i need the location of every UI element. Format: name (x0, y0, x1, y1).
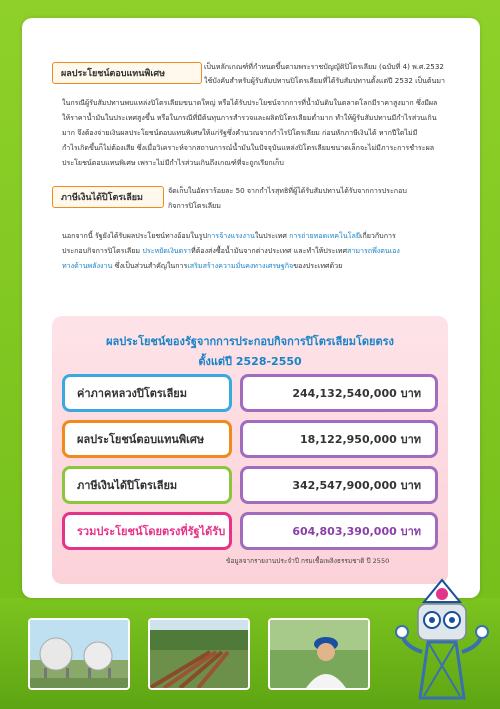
tax-line-1: จัดเก็บในอัตราร้อยละ 50 จากกำไรสุทธิที่ผู้ได้รับสัมปทานได้รับจากการประกอบ (168, 186, 407, 195)
intro-line-1: เป็นหลักเกณฑ์ที่กำหนดขึ้นตามพระราชบัญญัติปิโตรเลียม (ฉบับที่ 4) พ.ศ.2532 (204, 62, 444, 71)
intro-line-4: ให้ราคาน้ำมันในประเทศสูงขึ้น หรือในกรณีที่มีต้นทุนการสำรวจและผลิตปิโตรเลียมต่ำมาก ทำให้ผู้รับสัมปทานมีกำไรส่วนเกิน (62, 113, 437, 122)
panel-subtitle: ตั้งแต่ปี 2528-2550 (198, 355, 302, 368)
row-royalty-value: 244,132,540,000 บาท (240, 374, 438, 412)
petroleum-income-tax-label (52, 186, 164, 208)
row-total-label: รวมประโยชน์โดยตรงที่รัฐได้รับ (62, 512, 232, 550)
petroleum-income-tax-label-text: ภาษีเงินได้ปิโตรเลียม (61, 193, 143, 203)
special-benefit-label-text: ผลประโยชน์ตอบแทนพิเศษ (61, 69, 166, 79)
mascot-character (394, 576, 490, 702)
intro-line-6: กำไรเกิดขึ้นก็ไม่ต้องเสีย ซึ่งเมื่อวิเคราะห์จากสถานการณ์น้ำมันในปัจจุบันแหล่งปิโตรเลียมขนาดเล็กจะไม่มีภาระการชำระผล (62, 143, 435, 152)
row-income-tax-value: 342,547,900,000 บาท (240, 466, 438, 504)
tax-line-2: กิจการปิโตรเลียม (168, 201, 221, 210)
benefit-save-currency: ประหยัดเงินตรา (142, 246, 192, 255)
data-source-note: ข้อมูลจากรายงานประจำปี กรมเชื้อเพลิงธรรมชาติ ปี 2550 (226, 557, 390, 565)
benefit-economic-security: เสริมสร้างความมั่นคงทางเศรษฐกิจ (187, 261, 294, 270)
photo-worker (268, 618, 370, 690)
photo-pipelines (148, 618, 250, 690)
row-total-value: 604,803,390,000 บาท (240, 512, 438, 550)
benefits-line-2: ประกอบกิจการปิโตรเลียม ประหยัดเงินตราที่ต้องส่งซื้อน้ำมันจากต่างประเทศ และทำให้ประเทศสามารถพึ่งตนเอง (62, 246, 400, 255)
benefits-line-3: ทางด้านพลังงาน ซึ่งเป็นส่วนสำคัญในการเสริมสร้างความมั่นคงทางเศรษฐกิจของประเทศด้วย (62, 261, 343, 270)
intro-line-5: มาก จึงต้องจ่ายเงินผลประโยชน์ตอบแทนพิเศษให้แก่รัฐซึ่งคำนวณจากกำไรปิโตรเลียม ก่อนหักภาษีเงินได้ หากปีใดไม่มี (62, 128, 418, 137)
special-benefit-label (52, 62, 202, 84)
row-special-benefit-value: 18,122,950,000 บาท (240, 420, 438, 458)
benefit-technology-transfer: การถ่ายทอดเทคโนโลยี (289, 231, 361, 240)
row-income-tax-label: ภาษีเงินได้ปิโตรเลียม (62, 466, 232, 504)
intro-line-7: ประโยชน์ตอบแทนพิเศษ เพราะไม่มีกำไรส่วนเกินถึงเกณฑ์ที่จะถูกเรียกเก็บ (62, 158, 284, 167)
row-royalty-label: ค่าภาคหลวงปิโตรเลียม (62, 374, 232, 412)
benefits-line-1: นอกจากนี้ รัฐยังได้รับผลประโยชน์ทางอ้อมในรูปการจ้างแรงงานในประเทศ การถ่ายทอดเทคโนโลยีเกี่ยวกับการ (62, 231, 396, 240)
benefit-employment: การจ้างแรงงาน (206, 231, 255, 240)
photo-gas-storage-tanks (28, 618, 130, 690)
benefit-self-reliance: สามารถพึ่งตนเอง (347, 246, 400, 255)
intro-line-3: ในกรณีผู้รับสัมปทานพบแหล่งปิโตรเลียมขนาดใหญ่ หรือได้รับประโยชน์จากการที่น้ำมันดิบในตลาดโลกมีราคาสูงมาก ซึ่งมีผล (62, 98, 438, 107)
benefit-energy: ทางด้านพลังงาน (62, 261, 113, 270)
row-special-benefit-label: ผลประโยชน์ตอบแทนพิเศษ (62, 420, 232, 458)
panel-title: ผลประโยชน์ของรัฐจากการประกอบกิจการปิโตรเลียมโดยตรง (106, 335, 394, 348)
intro-line-2: ใช้บังคับสำหรับผู้รับสัมปทานปิโตรเลียมที่ได้รับสัมปทานตั้งแต่ปี 2532 เป็นต้นมา (204, 76, 446, 85)
